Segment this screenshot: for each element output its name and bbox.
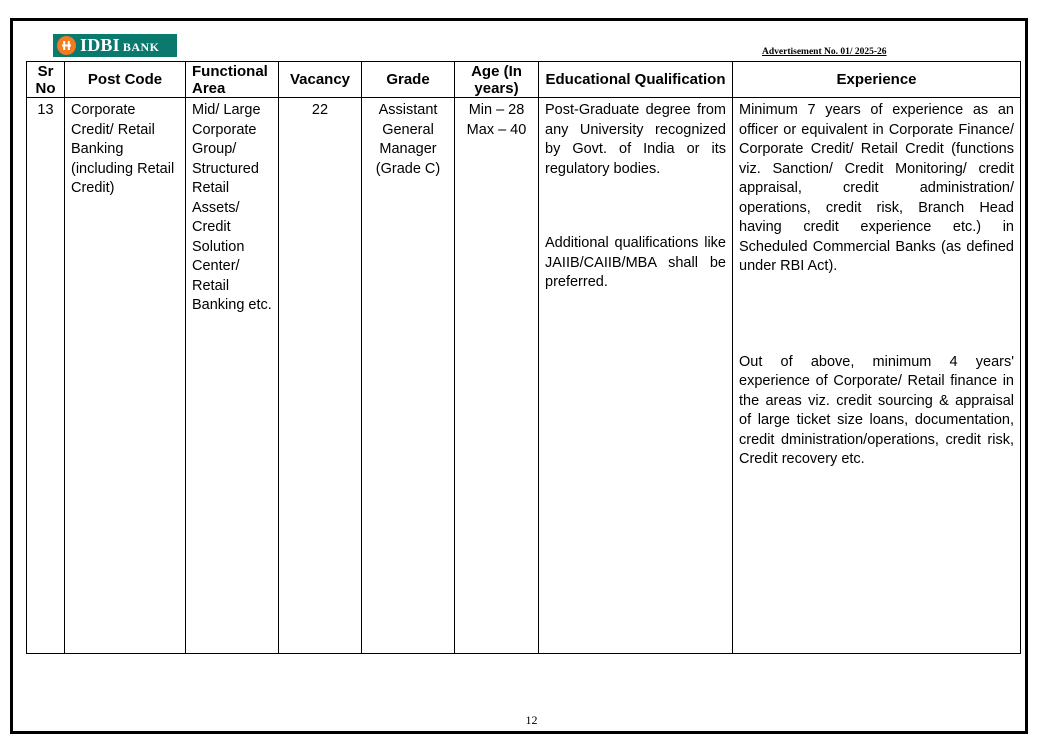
age-max: Max – 40 <box>466 121 527 138</box>
header-vacancy: Vacancy <box>279 62 362 98</box>
recruitment-table <box>26 61 1021 654</box>
cell-grade: Assistant General Manager (Grade C) <box>362 98 455 654</box>
cell-educational-qualification <box>539 98 733 654</box>
table-row <box>27 98 1021 654</box>
cell-sr-no: 13 <box>27 98 65 654</box>
page-number: 12 <box>525 713 538 727</box>
idbi-bank-logo <box>53 34 177 57</box>
header-row <box>27 62 1021 98</box>
cell-experience <box>733 98 1021 654</box>
education-main: Post-Graduate degree from any University recognized by Govt. of India or its regulatory bodies. <box>545 102 726 177</box>
header-age: Age (In years) <box>455 62 539 98</box>
advertisement-number: Advertisement No. 01/ 2025-26 <box>762 47 887 57</box>
logo-subtext: BANK <box>122 40 160 54</box>
idbi-emblem-icon <box>57 36 76 55</box>
header-functional-area: Functional Area <box>186 62 279 98</box>
cell-age <box>455 98 539 654</box>
age-min: Min – 28 <box>468 102 525 118</box>
header-grade: Grade <box>362 62 455 98</box>
header-educational-qualification: Educational Qualification <box>539 62 733 98</box>
header-post-code: Post Code <box>65 62 186 98</box>
header-experience: Experience <box>733 62 1021 98</box>
education-additional: Additional qualifications like JAIIB/CAIIB/MBA shall be preferred. <box>545 235 726 290</box>
cell-functional-area: Mid/ Large Corporate Group/ Structured Retail Assets/ Credit Solution Center/ Retail Banking etc. <box>186 98 279 654</box>
logo-text: IDBI <box>80 35 120 55</box>
cell-post-code: Corporate Credit/ Retail Banking (including Retail Credit) <box>65 98 186 654</box>
header-sr-no: Sr No <box>27 62 65 98</box>
logo-wordmark <box>80 36 160 55</box>
cell-vacancy: 22 <box>279 98 362 654</box>
experience-additional: Out of above, minimum 4 years' experience of Corporate/ Retail finance in the areas viz. credit sourcing & appraisal of large ticket size loans, documentation, credit dministration/operations, credit risk, Credit recovery etc. <box>739 353 1014 467</box>
experience-main: Minimum 7 years of experience as an officer or equivalent in Corporate Finance/ Corporate Credit/ Retail Credit (functions viz. Sanction/ Credit Monitoring/ credit appraisal, credit administration/ operations, credit risk, Branch Head having credit experience etc.) in Scheduled Commercial Banks (as defined under RBI Act). <box>739 102 1014 274</box>
